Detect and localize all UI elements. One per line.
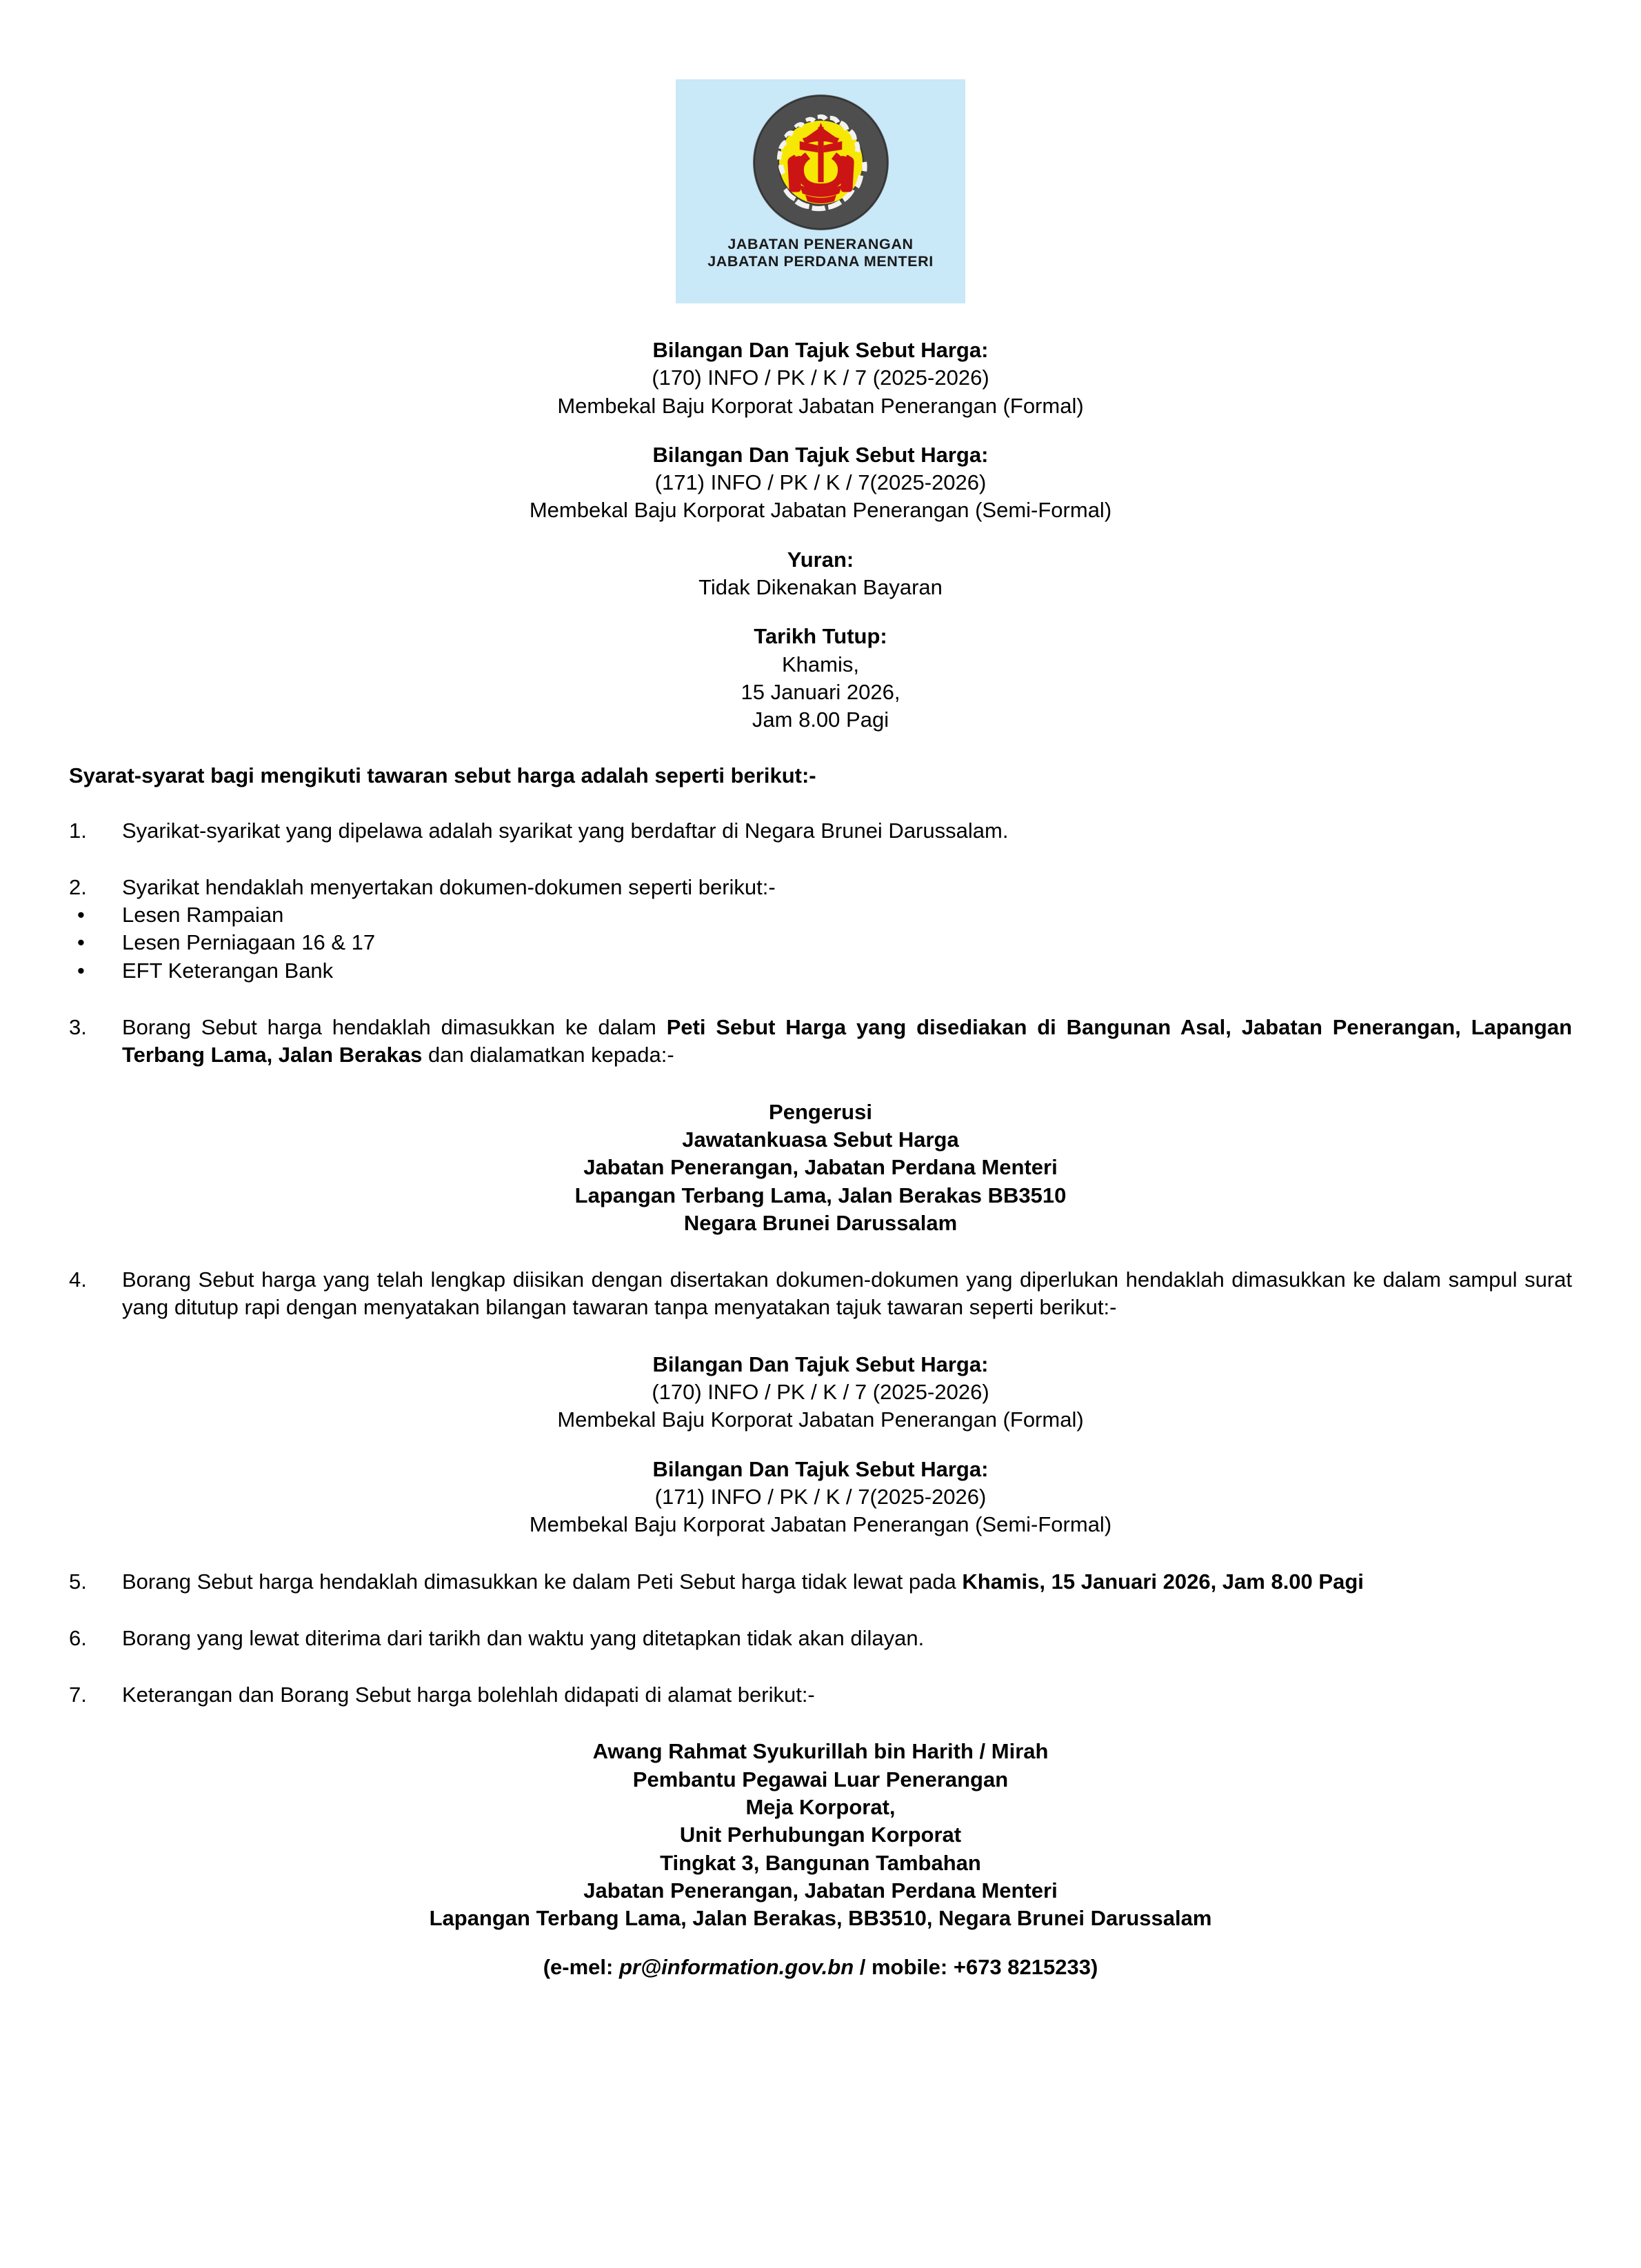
item-3-part-2: dan dialamatkan kepada:- <box>422 1043 674 1067</box>
logo-caption-line-1: JABATAN PENERANGAN <box>727 236 914 252</box>
bullet-icon: • <box>77 903 85 927</box>
closing-time: Jam 8.00 Pagi <box>752 708 889 732</box>
contact-address-line-1: Awang Rahmat Syukurillah bin Harith / Mirah <box>592 1739 1049 1764</box>
item-4-text: Borang Sebut harga yang telah lengkap diisikan dengan disertakan dokumen-dokumen yang diperlukan hendaklah dimasukkan ke dalam sampul surat yang ditutup rapi dengan menyatakan bilangan tawaran tanpa menyatakan tajuk tawaran seperti berikut:- <box>122 1267 1572 1320</box>
condition-item-4 <box>69 1266 1572 1322</box>
item-3-number: 3. <box>69 1015 87 1040</box>
contact-address-line-6: Jabatan Penerangan, Jabatan Perdana Menteri <box>583 1878 1058 1903</box>
quote-1-title: Membekal Baju Korporat Jabatan Penerangan (Formal) <box>557 393 1084 418</box>
quote-2-title: Membekal Baju Korporat Jabatan Penerangan (Semi-Formal) <box>529 498 1112 523</box>
quote-2-ref: (171) INFO / PK / K / 7(2025-2026) <box>654 470 987 495</box>
contact-address-line-2: Pembantu Pegawai Luar Penerangan <box>632 1767 1009 1792</box>
item-2-bullet-1 <box>69 901 1572 929</box>
mobile-label: / mobile: <box>854 1955 954 1980</box>
item-7-number: 7. <box>69 1683 87 1707</box>
email-prefix-label: (e-mel: <box>543 1955 619 1980</box>
mobile-number[interactable]: +673 8215233 <box>953 1955 1091 1980</box>
condition-item-3 <box>69 1014 1572 1070</box>
contact-address-line-5: Tingkat 3, Bangunan Tambahan <box>660 1850 981 1875</box>
email-address[interactable]: pr@information.gov.bn <box>618 1955 854 1980</box>
item-3-part-1: Borang Sebut harga hendaklah dimasukkan ke dalam <box>122 1015 667 1040</box>
closing-date: 15 Januari 2026, <box>741 679 900 704</box>
contact-address-block <box>69 1738 1572 1932</box>
bullet-icon: • <box>77 958 85 983</box>
quote-2-label-repeat: Bilangan Dan Tajuk Sebut Harga: <box>652 1456 989 1481</box>
quote-1-label: Bilangan Dan Tajuk Sebut Harga: <box>652 338 989 362</box>
item-5-bold-part: Khamis, 15 Januari 2026, Jam 8.00 Pagi <box>962 1569 1364 1594</box>
quote-2-title-repeat: Membekal Baju Korporat Jabatan Penerangan (Semi-Formal) <box>529 1512 1112 1537</box>
bullet-icon: • <box>77 930 85 955</box>
item-3-text <box>122 1014 1572 1070</box>
item-1-text: Syarikat-syarikat yang dipelawa adalah syarikat yang berdaftar di Negara Brunei Darussalam. <box>122 818 1009 843</box>
condition-item-2 <box>69 874 1572 901</box>
submission-address-line-1: Pengerusi <box>769 1099 872 1124</box>
quote-header-block-1-repeat <box>69 1351 1572 1434</box>
quote-1-title-repeat: Membekal Baju Korporat Jabatan Penerangan (Formal) <box>557 1407 1084 1432</box>
submission-address-line-4: Lapangan Terbang Lama, Jalan Berakas BB3510 <box>574 1183 1067 1207</box>
item-2-bullet-2-label: Lesen Perniagaan 16 & 17 <box>122 930 376 955</box>
submission-address-line-2: Jawatankuasa Sebut Harga <box>682 1127 959 1152</box>
submission-address-block <box>69 1098 1572 1237</box>
condition-item-5 <box>69 1568 1572 1596</box>
conditions-heading: Syarat-syarat bagi mengikuti tawaran sebut harga adalah seperti berikut:- <box>69 763 816 787</box>
item-6-number: 6. <box>69 1625 87 1650</box>
closing-date-block <box>69 623 1572 734</box>
fee-value: Tidak Dikenakan Bayaran <box>698 575 943 600</box>
item-2-number: 2. <box>69 874 87 899</box>
logo-caption <box>707 236 934 270</box>
contact-details-inner <box>69 1954 1572 1981</box>
closing-label: Tarikh Tutup: <box>754 624 887 649</box>
logo-box <box>676 79 965 303</box>
item-5-number: 5. <box>69 1569 87 1594</box>
condition-item-1 <box>69 817 1572 845</box>
contact-address-line-7: Lapangan Terbang Lama, Jalan Berakas, BB3510, Negara Brunei Darussalam <box>429 1906 1212 1931</box>
item-5-part-1: Borang Sebut harga hendaklah dimasukkan ke dalam Peti Sebut harga tidak lewat pada <box>122 1569 963 1594</box>
logo-header <box>69 0 1572 303</box>
quote-2-ref-repeat: (171) INFO / PK / K / 7(2025-2026) <box>654 1484 987 1509</box>
closing-day: Khamis, <box>782 652 859 676</box>
item-2-text: Syarikat hendaklah menyertakan dokumen-dokumen seperti berikut:- <box>122 874 776 899</box>
quote-header-block-2 <box>69 441 1572 525</box>
quote-1-ref-repeat: (170) INFO / PK / K / 7 (2025-2026) <box>652 1380 989 1405</box>
quote-1-label-repeat: Bilangan Dan Tajuk Sebut Harga: <box>652 1352 989 1376</box>
quote-header-block-2-repeat <box>69 1456 1572 1539</box>
item-3-bold-part: Peti Sebut Harga yang disediakan di Bangunan Asal, Jabatan Penerangan, Lapangan Terbang Lama, Jalan Berakas <box>122 1015 1572 1067</box>
quote-1-ref: (170) INFO / PK / K / 7 (2025-2026) <box>652 365 989 390</box>
fee-block <box>69 546 1572 602</box>
brunei-crest-icon <box>750 92 892 233</box>
condition-item-6 <box>69 1625 1572 1652</box>
contact-address-line-4: Unit Perhubungan Korporat <box>679 1823 962 1847</box>
item-6-text: Borang yang lewat diterima dari tarikh dan waktu yang ditetapkan tidak akan dilayan. <box>122 1625 925 1650</box>
contact-suffix: ) <box>1090 1955 1098 1980</box>
contact-details-line <box>69 1954 1572 1981</box>
item-7-text: Keterangan dan Borang Sebut harga bolehlah didapati di alamat berikut:- <box>122 1683 815 1707</box>
condition-item-7 <box>69 1681 1572 1709</box>
fee-label: Yuran: <box>787 547 854 572</box>
item-2-bullet-3 <box>69 957 1572 985</box>
logo-caption-line-2: JABATAN PERDANA MENTERI <box>707 252 934 270</box>
item-1-number: 1. <box>69 818 87 843</box>
item-2-bullet-3-label: EFT Keterangan Bank <box>122 958 334 983</box>
item-4-number: 4. <box>69 1267 87 1292</box>
contact-address-line-3: Meja Korporat, <box>745 1794 896 1819</box>
quote-2-label: Bilangan Dan Tajuk Sebut Harga: <box>652 442 989 467</box>
submission-address-line-5: Negara Brunei Darussalam <box>683 1210 958 1235</box>
item-2-bullet-2 <box>69 929 1572 956</box>
submission-address-line-3: Jabatan Penerangan, Jabatan Perdana Menteri <box>583 1155 1058 1180</box>
item-2-bullet-1-label: Lesen Rampaian <box>122 903 284 927</box>
quote-header-block-1 <box>69 337 1572 420</box>
item-5-text <box>122 1568 1572 1596</box>
